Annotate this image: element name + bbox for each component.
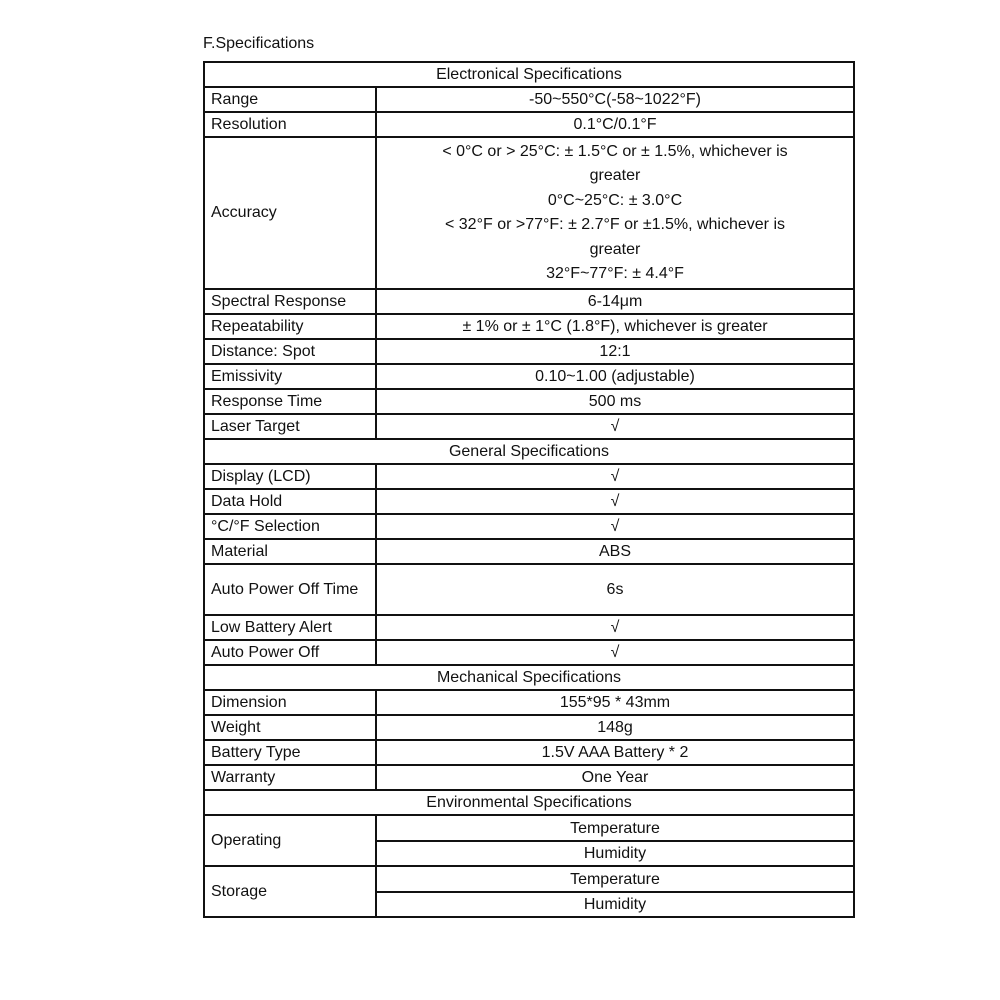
spec-value — [376, 87, 854, 112]
spec-value: Humidity — [376, 892, 854, 918]
spec-value — [376, 640, 854, 665]
spec-label: Accuracy — [204, 137, 376, 289]
spec-value — [376, 715, 854, 740]
spec-value-line: 0.10~1.00 (adjustable) — [535, 368, 695, 386]
spec-value — [376, 314, 854, 339]
spec-row — [204, 765, 854, 790]
spec-row — [204, 464, 854, 489]
spec-value-line: 1.5V AAA Battery * 2 — [541, 744, 689, 762]
section-title: F.Specifications — [203, 35, 315, 52]
spec-value-line: 12:1 — [599, 343, 631, 361]
spec-value: Temperature — [376, 866, 854, 892]
section-header: Environmental Specifications — [204, 790, 854, 815]
spec-row — [204, 489, 854, 514]
spec-label: Display (LCD) — [204, 464, 376, 489]
spec-label: Low Battery Alert — [204, 615, 376, 640]
spec-value — [376, 464, 854, 489]
spec-value-line: √ — [610, 493, 620, 511]
spec-label: °C/°F Selection — [204, 514, 376, 539]
spec-label: Data Hold — [204, 489, 376, 514]
spec-value-line: 148g — [597, 719, 633, 737]
spec-row — [204, 112, 854, 137]
spec-value: Temperature — [376, 815, 854, 841]
spec-value-line: √ — [610, 418, 620, 436]
specifications-table — [203, 61, 855, 918]
spec-row — [204, 866, 854, 892]
spec-row — [204, 314, 854, 339]
spec-label: Resolution — [204, 112, 376, 137]
spec-row — [204, 815, 854, 841]
spec-value-line: √ — [610, 468, 620, 486]
spec-label: Storage — [204, 866, 376, 917]
spec-value — [376, 690, 854, 715]
spec-value — [376, 389, 854, 414]
spec-row — [204, 514, 854, 539]
spec-value: Humidity — [376, 841, 854, 867]
spec-label: Warranty — [204, 765, 376, 790]
spec-value-line: 6-14μm — [587, 293, 643, 311]
spec-row — [204, 414, 854, 439]
spec-row — [204, 87, 854, 112]
spec-label: Dimension — [204, 690, 376, 715]
spec-label: Auto Power Off — [204, 640, 376, 665]
spec-label: Spectral Response — [204, 289, 376, 314]
spec-value — [376, 339, 854, 364]
spec-value — [376, 765, 854, 790]
spec-value-line: -50~550°C(-58~1022°F) — [528, 91, 701, 108]
spec-label: Emissivity — [204, 364, 376, 389]
spec-label: Repeatability — [204, 314, 376, 339]
section-header: Mechanical Specifications — [204, 665, 854, 690]
spec-value — [376, 489, 854, 514]
spec-label: Material — [204, 539, 376, 564]
spec-row — [204, 640, 854, 665]
spec-value — [376, 289, 854, 314]
spec-value-line: < 32°F or >77°F: ± 2.7°F or ±1.5%, whichever is — [444, 216, 785, 234]
spec-value — [376, 137, 854, 289]
section-header-row — [204, 439, 854, 464]
spec-row — [204, 715, 854, 740]
spec-value-line: 32°F~77°F: ± 4.4°F — [546, 265, 684, 283]
spec-value-line: greater — [589, 240, 641, 258]
spec-value — [376, 740, 854, 765]
section-header: Electronical Specifications — [204, 62, 854, 87]
spec-value-line: 6s — [606, 581, 624, 599]
spec-value-line: greater — [589, 167, 641, 185]
spec-value-line: 0°C~25°C: ± 3.0°C — [547, 191, 683, 209]
spec-row — [204, 690, 854, 715]
spec-value — [376, 615, 854, 640]
spec-label: Operating — [204, 815, 376, 866]
spec-value-line: 0.1°C/0.1°F — [573, 116, 657, 133]
spec-label: Distance: Spot — [204, 339, 376, 364]
spec-value — [376, 564, 854, 615]
spec-value-line: < 0°C or > 25°C: ± 1.5°C or ± 1.5%, whichever is — [442, 143, 788, 160]
spec-value-line: One Year — [581, 769, 649, 787]
spec-row — [204, 740, 854, 765]
spec-row — [204, 389, 854, 414]
section-header-row — [204, 665, 854, 690]
section-header-row — [204, 62, 854, 87]
spec-value — [376, 364, 854, 389]
spec-value — [376, 414, 854, 439]
spec-row — [204, 137, 854, 289]
spec-value-line: ± 1% or ± 1°C (1.8°F), whichever is greater — [462, 318, 768, 336]
spec-value — [376, 112, 854, 137]
spec-value — [376, 514, 854, 539]
spec-value-line: √ — [610, 644, 620, 662]
spec-value-line: 155*95 * 43mm — [559, 694, 671, 712]
spec-value-line: √ — [610, 619, 620, 637]
spec-label: Response Time — [204, 389, 376, 414]
spec-label: Auto Power Off Time — [204, 564, 376, 615]
spec-value — [376, 539, 854, 564]
spec-value-line: ABS — [598, 543, 631, 561]
spec-row — [204, 364, 854, 389]
spec-label: Weight — [204, 715, 376, 740]
spec-label: Laser Target — [204, 414, 376, 439]
spec-row — [204, 289, 854, 314]
spec-value-line: √ — [610, 518, 620, 536]
section-header: General Specifications — [204, 439, 854, 464]
spec-row — [204, 339, 854, 364]
section-header-row — [204, 790, 854, 815]
spec-value-line: 500 ms — [588, 393, 642, 411]
spec-row — [204, 539, 854, 564]
spec-row — [204, 615, 854, 640]
spec-label: Battery Type — [204, 740, 376, 765]
spec-row — [204, 564, 854, 615]
spec-label: Range — [204, 87, 376, 112]
